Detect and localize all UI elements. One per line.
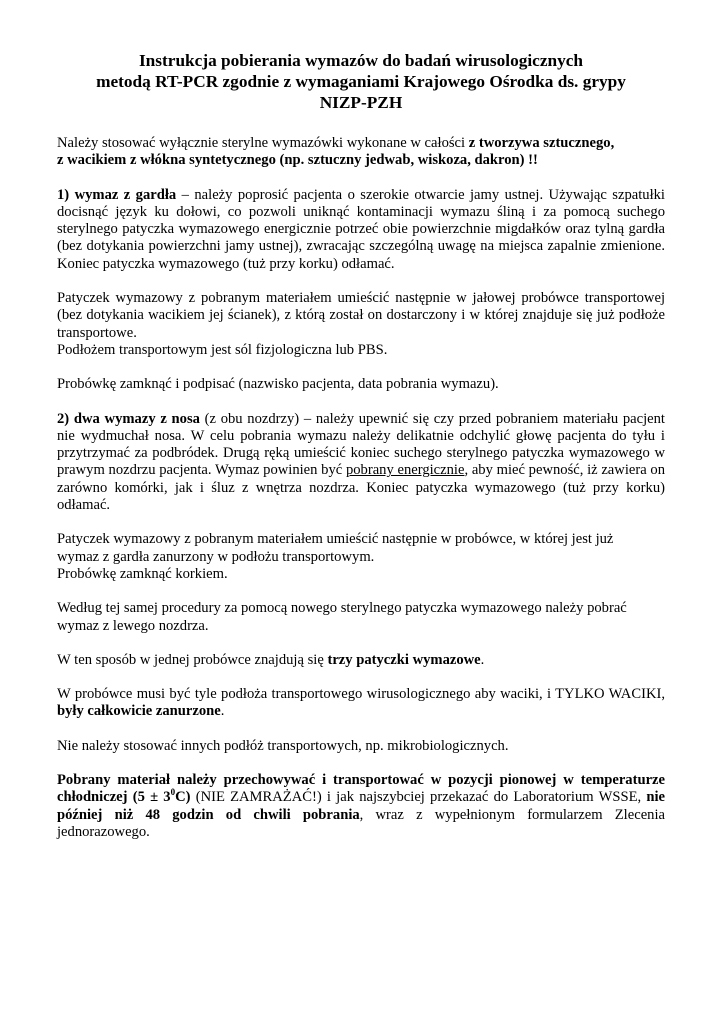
nose-text-2: , aby mieć pewność, iż zawiera on zarówno komórki, jak i śluz z wnętrza nozdrza. Koniec patyczka wymazowego (tuż przy korku) odłamać. (57, 462, 665, 514)
procedure-paragraph (57, 600, 665, 635)
storage-bold-1: Pobrany materiał należy przechowywać i transportować w pozycji pionowej w temperaturze chłodniczej (5 ± 3 (57, 772, 665, 806)
document-title (57, 50, 665, 113)
medium-bold: były całkowicie zanurzone (57, 703, 221, 720)
intro-bold-2: z wacikiem z włókna syntetycznego (np. sztuczny jedwab, wiskoza, dakron) !! (57, 152, 538, 169)
three-bold: trzy patyczki wymazowe (327, 651, 481, 668)
procedure-line-2: wymaz z lewego nozdrza. (57, 617, 209, 634)
transport2-line-1: Patyczek wymazowy z pobranym materiałem umieścić następnie w probówce, w której jest już (57, 531, 614, 548)
transport2-line-3: Probówkę zamknąć korkiem. (57, 565, 228, 582)
medium-end: . (220, 703, 225, 720)
storage-text-1: (NIE ZAMRAŻAĆ!) i jak najszybciej przekazać do Laboratorium WSSE, (190, 789, 647, 806)
transport-text-1: Patyczek wymazowy z pobranym materiałem umieścić następnie w jałowej probówce transportowej (bez dotykania wacikiem jej ścianek), z którą został on dostarczony i w której znajduje się już podłoże transportowe. (57, 290, 665, 341)
storage-bold-3: nie później niż 48 godzin od chwili pobrania (57, 789, 665, 823)
close-tube-instruction: Probówkę zamknąć i podpisać (nazwisko pacjenta, data pobrania wymazu). (57, 376, 499, 393)
storage-degree-sup: 0 (170, 787, 176, 798)
nose-heading: 2) dwa wymazy z nosa (57, 410, 200, 427)
three-swabs-paragraph (57, 652, 665, 669)
nose-underlined: pobrany energicznie (345, 462, 465, 479)
three-end: . (480, 651, 485, 668)
intro-paragraph (57, 135, 665, 170)
transport-medium: Podłożem transportowym jest sól fizjologiczna lub PBS. (57, 341, 388, 358)
intro-bold-1: z tworzywa sztucznego, (468, 135, 615, 151)
throat-heading: 1) wymaz z gardła (57, 186, 177, 203)
procedure-line-1: Według tej samej procedury za pomocą nowego sterylnego patyczka wymazowego należy pobrać (57, 600, 627, 617)
throat-text: – należy poprosić pacjenta o szerokie otwarcie jamy ustnej. Używając szpatułki docisnąć język ku dołowi, co pozwoli uniknąć kontaminacji wymazu śliną i za pomocą suchego sterylnego patyczka wymazowego energicznie potrzeć obie powierzchnie migdałków oraz tylną gardła (bez dotykania powierzchni jamy ustnej), zwracając szczególną uwagę na miejsca zapalnie zmienione. Koniec patyczka wymazowego (tuż przy korku) odłamać. (57, 186, 665, 272)
storage-bold-2: C) (175, 789, 191, 806)
transport-paragraph-1 (57, 290, 665, 342)
storage-text-2: , wraz z wypełnionym formularzem Zlecenia jednorazowego. (57, 806, 665, 840)
title-line-3: NIZP-PZH (319, 93, 403, 112)
throat-paragraph (57, 187, 665, 273)
intro-text: Należy stosować wyłącznie sterylne wymazówki wykonane w całości (57, 135, 469, 151)
title-line-1: Instrukcja pobierania wymazów do badań wirusologicznych (138, 51, 584, 70)
storage-paragraph (57, 772, 665, 841)
transport-paragraph-2 (57, 531, 665, 583)
other-media-warning: Nie należy stosować innych podłóż transportowych, np. mikrobiologicznych. (57, 737, 509, 754)
three-text: W ten sposób w jednej probówce znajdują się (57, 651, 328, 668)
nose-paragraph (57, 411, 665, 515)
nose-text-1: (z obu nozdrzy) – należy upewnić się czy przed pobraniem materiału pacjent nie wydmuchał nosa. W celu pobrania wymazu należy delikatnie odchylić głowę pacjenta do tyłu i przytrzymać za podbródek. Drugą ręką umieścić koniec suchego sterylnego patyczka wymazowego w prawym nozdrzu pacjenta. Wymaz powinien być (57, 410, 665, 479)
medium-text: W probówce musi być tyle podłoża transportowego wirusologicznego aby waciki, i TYLKO WACIKI, (57, 686, 665, 703)
transport2-line-2: wymaz z gardła zanurzony w podłożu transportowym. (57, 548, 375, 565)
title-line-2: metodą RT-PCR zgodnie z wymaganiami Krajowego Ośrodka ds. grypy (96, 72, 626, 91)
medium-paragraph (57, 686, 665, 721)
